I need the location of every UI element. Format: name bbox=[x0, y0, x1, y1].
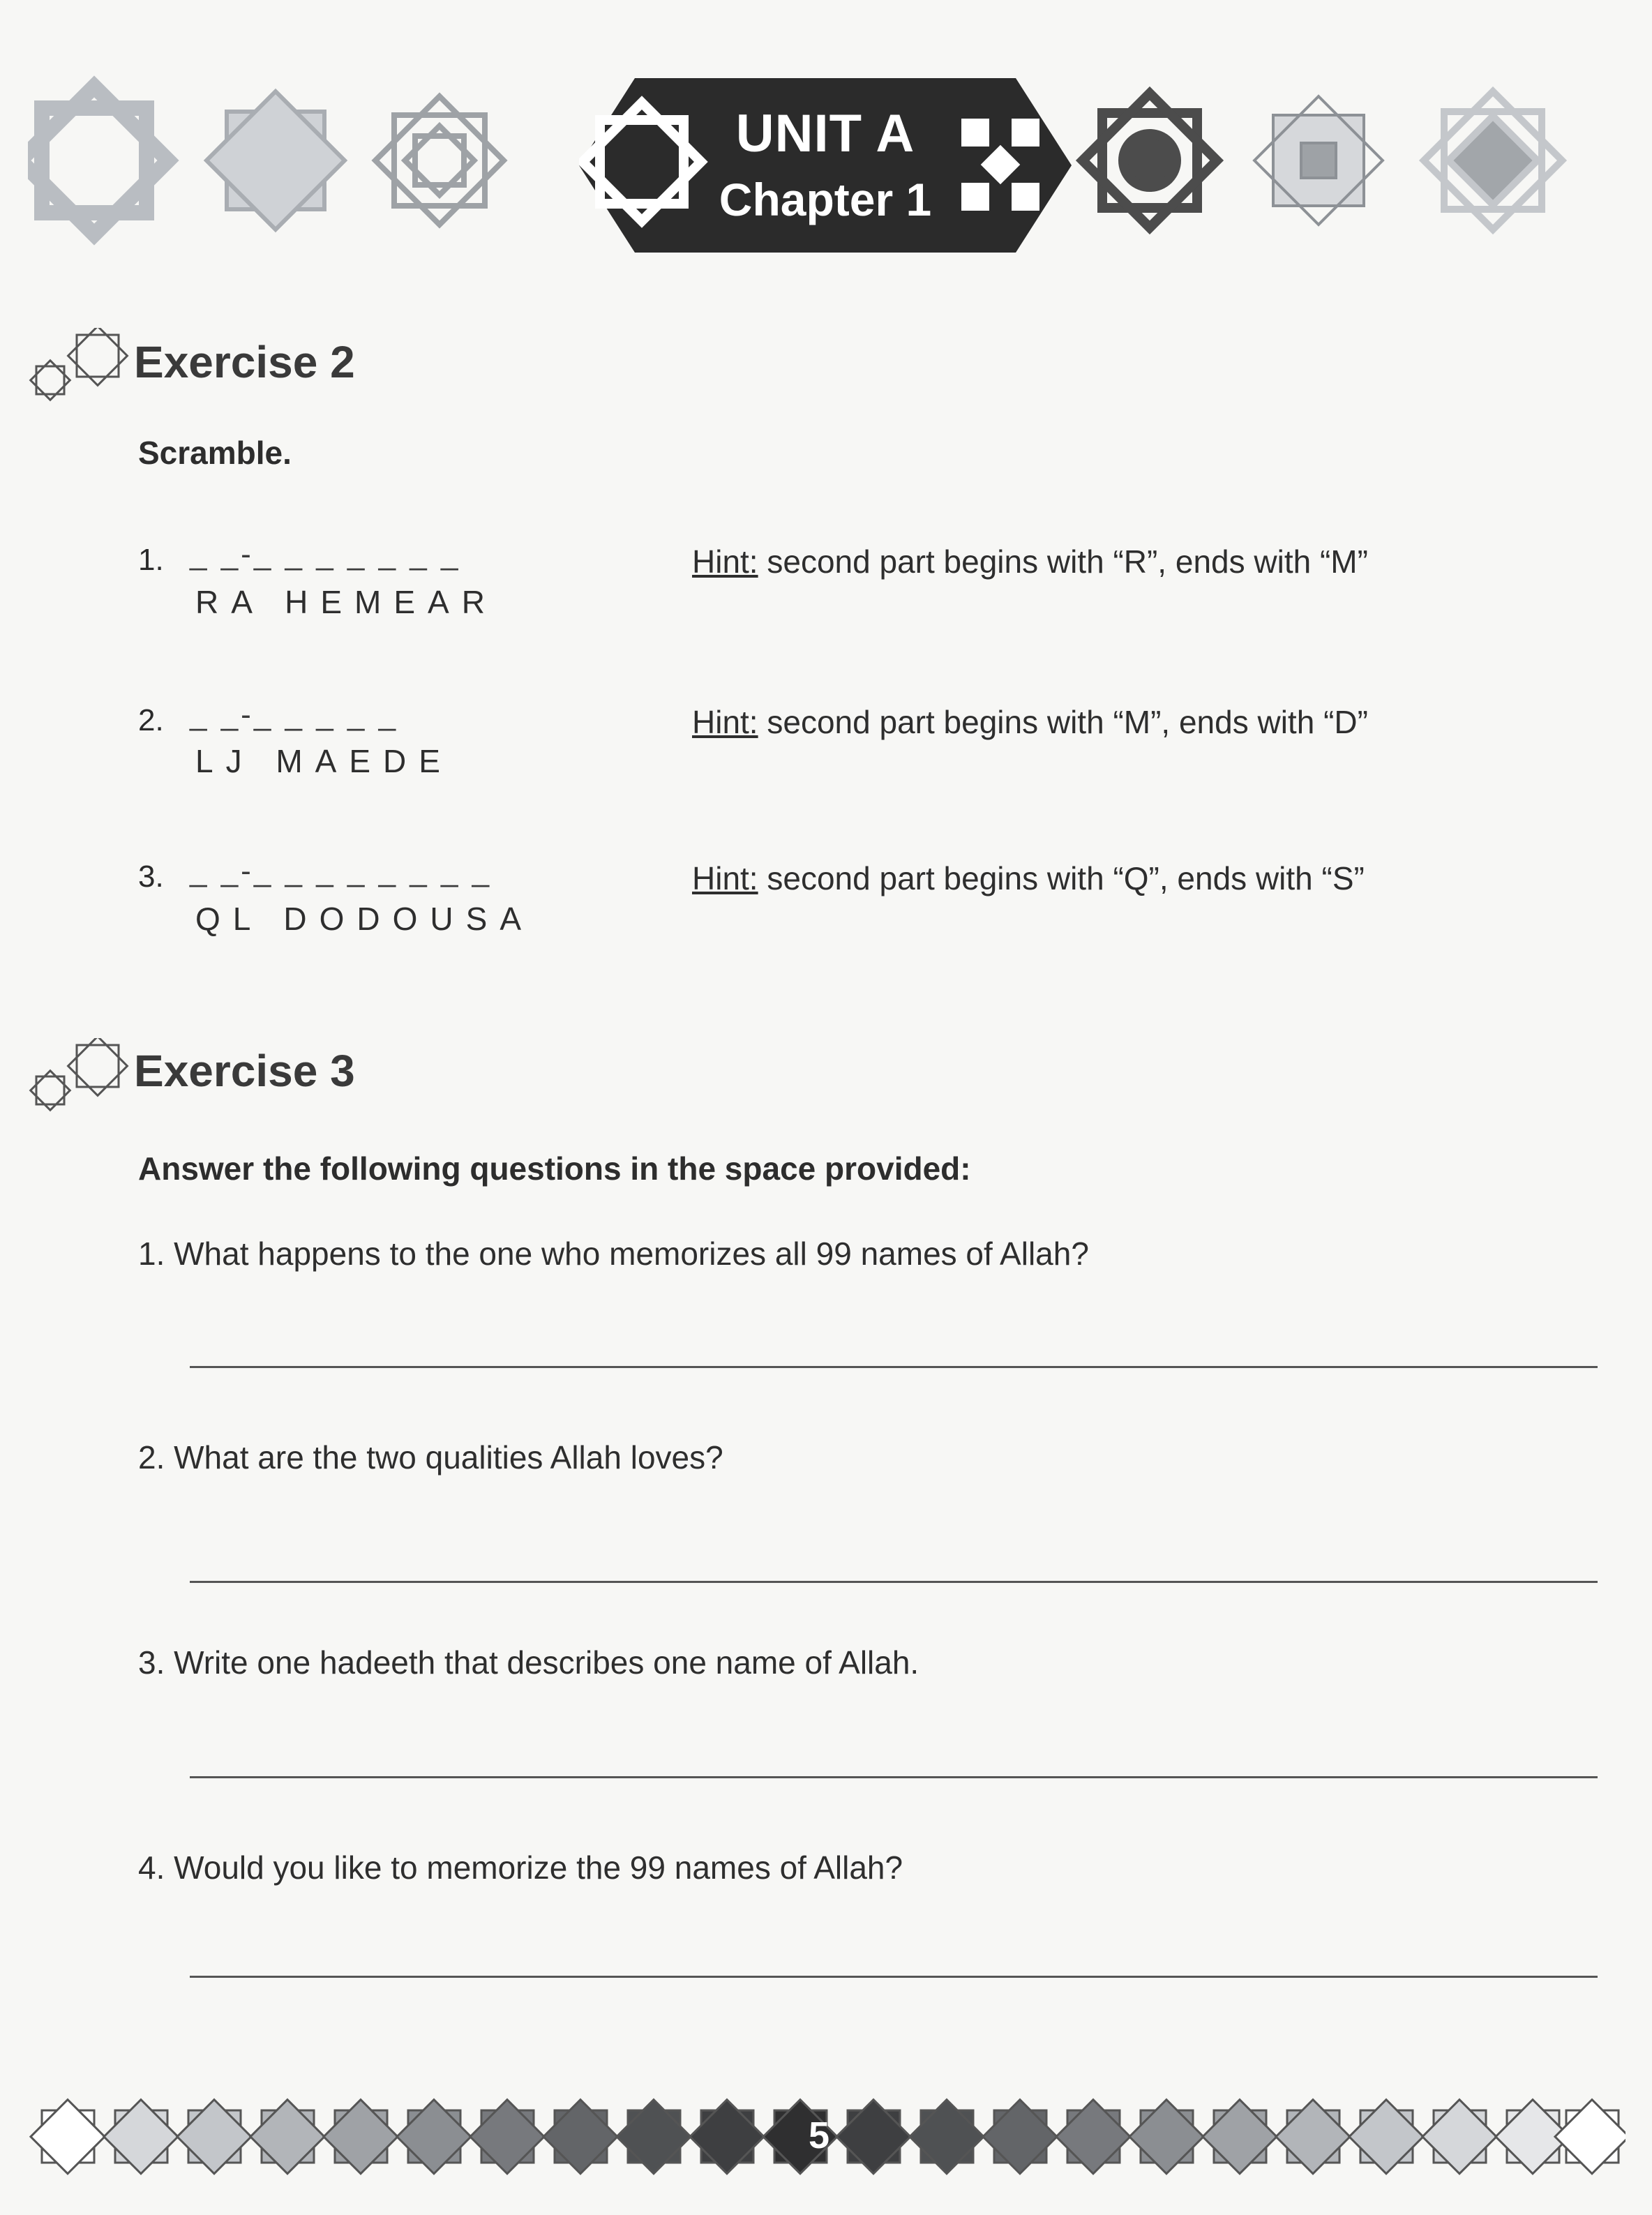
scramble-hint bbox=[692, 543, 1368, 580]
exercise-2-title: Exercise 2 bbox=[134, 337, 355, 387]
question-2: 2. What are the two qualities Allah loves? bbox=[138, 1439, 723, 1476]
hint-label: Hint: bbox=[692, 860, 758, 896]
star-ornament-icon bbox=[206, 91, 345, 230]
scramble-hint bbox=[692, 703, 1368, 741]
scramble-hint bbox=[692, 859, 1365, 897]
exercise-3-title: Exercise 3 bbox=[134, 1046, 355, 1096]
unit-label: UNIT A bbox=[735, 104, 915, 163]
hint-text: second part begins with “Q”, ends with “S” bbox=[758, 860, 1365, 896]
answer-line-2[interactable] bbox=[190, 1581, 1598, 1583]
page-number: 5 bbox=[808, 2115, 830, 2156]
chapter-label: Chapter 1 bbox=[719, 174, 932, 225]
exercise-3-star-icon bbox=[28, 1038, 147, 1122]
scramble-item-number: 3. bbox=[138, 859, 164, 894]
scramble-letters: RA HEMEAR bbox=[195, 584, 497, 620]
exercise-3-instruction: Answer the following questions in the space provided: bbox=[138, 1150, 971, 1187]
hint-label: Hint: bbox=[692, 704, 758, 740]
scramble-blanks[interactable]: _ _-_ _ _ _ _ _ _ bbox=[190, 537, 461, 571]
scramble-item-number: 2. bbox=[138, 703, 164, 737]
hint-text: second part begins with “M”, ends with “D” bbox=[758, 704, 1368, 740]
answer-line-1[interactable] bbox=[190, 1366, 1598, 1368]
question-1: 1. What happens to the one who memorizes all 99 names of Allah? bbox=[138, 1236, 1089, 1272]
question-3: 3. Write one hadeeth that describes one name of Allah. bbox=[138, 1644, 919, 1681]
answer-line-4[interactable] bbox=[190, 1976, 1598, 1978]
question-4: 4. Would you like to memorize the 99 names of Allah? bbox=[138, 1849, 903, 1886]
exercise-2-star-icon bbox=[28, 328, 147, 412]
scramble-item-number: 1. bbox=[138, 543, 164, 577]
exercise-2-instruction: Scramble. bbox=[138, 435, 292, 471]
scramble-letters: LJ MAEDE bbox=[195, 743, 453, 779]
answer-line-3[interactable] bbox=[190, 1776, 1598, 1778]
hint-label: Hint: bbox=[692, 543, 758, 580]
scramble-blanks[interactable]: _ _-_ _ _ _ _ _ _ _ bbox=[190, 854, 493, 888]
scramble-blanks[interactable]: _ _-_ _ _ _ _ bbox=[190, 698, 399, 732]
hint-text: second part begins with “R”, ends with “M” bbox=[758, 543, 1368, 580]
scramble-letters: QL DODOUSA bbox=[195, 901, 534, 937]
